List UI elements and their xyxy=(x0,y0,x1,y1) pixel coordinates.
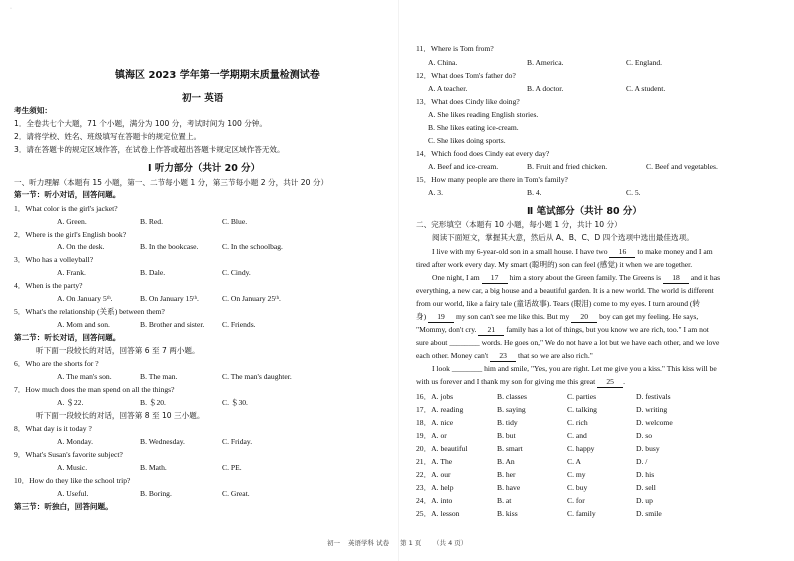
option-a: A. Useful. xyxy=(57,489,89,498)
question-stem: 6．Who are the shorts for ? xyxy=(14,359,99,368)
cloze-option-b: B. her xyxy=(497,470,516,479)
passage-line: I look ________ him and smile, "Yes, you are right. Let me give you a kiss." This kiss will be xyxy=(432,364,717,373)
option-b: B. Red. xyxy=(140,217,163,226)
option-c: C. Blue. xyxy=(222,217,248,226)
cloze-option-b: B. classes xyxy=(497,392,527,401)
option-b: B. Fruit and fried chicken. xyxy=(527,162,608,171)
cloze-option-c: C. for xyxy=(567,496,585,505)
option-a: A. Frank. xyxy=(57,268,86,277)
passage-line: 身) 19 my son can't see me like this. But my 20 boy can get my feeling. He says, xyxy=(416,312,699,321)
blank-20: 20 xyxy=(571,312,597,323)
cloze-option-a: 17．A. reading xyxy=(416,405,464,414)
passage-line: sure about ________ words. He goes on," We do not have a lot but we have each other, and we love xyxy=(416,338,720,347)
cloze-option-a: 16．A. jobs xyxy=(416,392,454,401)
cloze-option-a: 22．A. our xyxy=(416,470,451,479)
question-stem: 13．What does Cindy like doing? xyxy=(416,97,520,106)
option-b: B. Math. xyxy=(140,463,167,472)
cloze-option-c: C. parties xyxy=(567,392,597,401)
part-instructions: 一、听力理解（本题有 15 小题，第一、二节每小题 1 分，第三节每小题 2 分，共计 20 分） xyxy=(14,178,329,187)
question-stem: 12．What does Tom's father do? xyxy=(416,71,516,80)
option-c: C. PE. xyxy=(222,463,242,472)
option-a: A. Beef and ice-cream. xyxy=(428,162,499,171)
cloze-option-d: D. smile xyxy=(636,509,662,518)
cloze-option-b: B. saying xyxy=(497,405,526,414)
notice-item: 1．全卷共七个大题，71 个小题，满分为 100 分，考试时间为 100 分钟。 xyxy=(14,119,267,128)
cloze-option-b: B. An xyxy=(497,457,515,466)
option-a: A. She likes reading English stories. xyxy=(428,110,539,119)
footer-grade: 初一 xyxy=(327,539,340,547)
question-stem: 8．What day is it today ? xyxy=(14,424,92,433)
option-b: B. Brother and sister. xyxy=(140,320,205,329)
passage-line: each other. Money can't 23 that so we are also rich." xyxy=(416,351,593,360)
passage-line: One night, I am 17 him a story about the Green family. The Greens is 18 and it has xyxy=(432,273,721,282)
page-fold-divider xyxy=(398,0,399,561)
blank-18: 18 xyxy=(663,273,689,284)
blank-17: 17 xyxy=(482,273,508,284)
blank-23: 23 xyxy=(490,351,516,362)
section-writing-title: Ⅱ 笔试部分（共计 80 分） xyxy=(527,206,642,217)
cloze-option-b: B. have xyxy=(497,483,521,492)
footer-page-number: 第 1 页 xyxy=(400,539,422,547)
option-b: B. A doctor. xyxy=(527,84,564,93)
cloze-option-c: C. talking xyxy=(567,405,597,414)
question-stem: 10．How do they like the school trip? xyxy=(14,476,131,485)
subsection-heading: 第一节：听小对话，回答问题。 xyxy=(14,190,121,199)
blank-24: ________ xyxy=(451,364,483,373)
question-stem: 14．Which food does Cindy eat every day? xyxy=(416,149,550,158)
question-stem: 1．What color is the girl's jacket? xyxy=(14,204,118,213)
passage-line: with us forever and I thank my son for giving me this great 25 . xyxy=(416,377,626,386)
cloze-option-d: D. busy xyxy=(636,444,660,453)
option-b: B. Boring. xyxy=(140,489,172,498)
option-b: B. She likes eating ice-cream. xyxy=(428,123,519,132)
cloze-option-d: D. welcome xyxy=(636,418,673,427)
cloze-instruction: 阅读下面短文，掌握其大意，然后从 A、B、C、D 四个选项中选出最佳选项。 xyxy=(432,233,694,242)
question-stem: 7．How much does the man spend on all the things? xyxy=(14,385,175,394)
blank-19: 19 xyxy=(428,312,454,323)
option-c: C. Friday. xyxy=(222,437,253,446)
cloze-option-c: C. A xyxy=(567,457,581,466)
option-c: C. Great. xyxy=(222,489,250,498)
question-stem: 15．How many people are there in Tom's family? xyxy=(416,175,568,184)
cloze-option-a: 20．A. beautiful xyxy=(416,444,468,453)
option-c: C. A student. xyxy=(626,84,666,93)
part-instructions: 二、完形填空（本题有 10 小题，每小题 1 分，共计 10 分） xyxy=(416,220,622,229)
cloze-option-d: D. his xyxy=(636,470,655,479)
option-b: B. ＄20. xyxy=(140,398,166,407)
listening-intro: 听下面一段较长的对话，回答第 6 至 7 两小题。 xyxy=(36,346,200,355)
option-c: C. Cindy. xyxy=(222,268,251,277)
cloze-option-c: C. my xyxy=(567,470,586,479)
blank-21: 21 xyxy=(478,325,504,336)
option-a: A. Mom and son. xyxy=(57,320,110,329)
subsection-heading: 第三节：听独白，回答问题。 xyxy=(14,502,113,511)
option-a: A. ＄22. xyxy=(57,398,84,407)
option-a: A. A teacher. xyxy=(428,84,468,93)
cloze-option-a: 18．A. nice xyxy=(416,418,454,427)
option-a: A. China. xyxy=(428,58,458,67)
option-c: C. She likes doing sports. xyxy=(428,136,506,145)
cloze-option-c: C. buy xyxy=(567,483,588,492)
footer-subject: 英语学科 试卷 xyxy=(348,539,390,547)
passage-line: I live with my 6-year-old son in a small house. I have two 16 to make money and I am xyxy=(432,247,713,256)
footer-page-total: （共 4 页） xyxy=(433,539,468,547)
page-subtitle: 初一 英语 xyxy=(182,93,224,104)
option-a: A. Green. xyxy=(57,217,87,226)
question-stem: 5．What's the relationship (关系) between them? xyxy=(14,307,165,316)
option-b: B. On January 15ᵗʰ. xyxy=(140,294,199,303)
section-listening-title: Ⅰ 听力部分（共计 20 分） xyxy=(148,163,261,174)
cloze-option-b: B. kiss xyxy=(497,509,518,518)
option-b: B. The man. xyxy=(140,372,178,381)
option-a: A. Monday. xyxy=(57,437,93,446)
cloze-option-a: 21．A. The xyxy=(416,457,453,466)
page-title: 镇海区 2023 学年第一学期期末质量检测试卷 xyxy=(115,70,320,81)
option-a: A. 3. xyxy=(428,188,443,197)
question-stem: 2．Where is the girl's English book? xyxy=(14,230,127,239)
option-a: A. On January 5ᵗʰ. xyxy=(57,294,113,303)
option-a: A. The man's son. xyxy=(57,372,112,381)
cloze-option-d: D. / xyxy=(636,457,648,466)
cloze-option-b: B. at xyxy=(497,496,512,505)
option-b: B. America. xyxy=(527,58,564,67)
cloze-option-a: 24．A. into xyxy=(416,496,453,505)
notice-item: 2．请将学校、姓名、班级填写在答题卡的规定位置上。 xyxy=(14,132,202,141)
option-c: C. England. xyxy=(626,58,663,67)
cloze-option-c: C. family xyxy=(567,509,596,518)
cloze-option-c: C. happy xyxy=(567,444,595,453)
passage-line: from our world, like a fairy tale (童话故事). Tears (眼泪) come to my eyes. I turn around (转 xyxy=(416,299,701,308)
option-c: C. 5. xyxy=(626,188,641,197)
passage-line: everything, a new car, a big house and a beautiful garden. It is a new world. The world is different xyxy=(416,286,714,295)
cloze-option-c: C. and xyxy=(567,431,587,440)
cloze-option-b: B. tidy xyxy=(497,418,518,427)
option-c: C. Friends. xyxy=(222,320,256,329)
option-c: C. On January 25ᵗʰ. xyxy=(222,294,281,303)
passage-line: "Mommy, don't cry. 21 family has a lot of things, but you know we are rich, too." I am not xyxy=(416,325,709,334)
option-a: A. On the desk. xyxy=(57,242,105,251)
option-b: B. Wednesday. xyxy=(140,437,185,446)
option-c: C. The man's daughter. xyxy=(222,372,292,381)
cloze-option-b: B. smart xyxy=(497,444,523,453)
cloze-option-a: 23．A. help xyxy=(416,483,454,492)
option-c: C. ＄30. xyxy=(222,398,248,407)
blank-22: ________ xyxy=(449,338,480,347)
notice-item: 3．请在答题卡的规定区域作答，在试卷上作答或超出答题卡规定区域作答无效。 xyxy=(14,145,285,154)
cloze-option-b: B. but xyxy=(497,431,516,440)
option-b: B. In the bookcase. xyxy=(140,242,199,251)
question-stem: 11．Where is Tom from? xyxy=(416,44,494,53)
listening-intro: 听下面一段较长的对话，回答第 8 至 10 三小题。 xyxy=(36,411,205,420)
passage-line: tired after work every day. My smart (聪明的) son can feel (感觉) it when we are together. xyxy=(416,260,693,269)
option-a: A. Music. xyxy=(57,463,88,472)
option-b: B. 4. xyxy=(527,188,542,197)
cloze-option-d: D. writing xyxy=(636,405,668,414)
cloze-option-d: D. festivals xyxy=(636,392,671,401)
subsection-heading: 第二节：听长对话，回答问题。 xyxy=(14,333,121,342)
option-c: C. Beef and vegetables. xyxy=(646,162,718,171)
blank-25: 25 xyxy=(597,377,623,388)
cloze-option-a: 19．A. or xyxy=(416,431,447,440)
cloze-option-c: C. rich xyxy=(567,418,588,427)
corner-mark: · xyxy=(10,6,12,12)
option-c: C. In the schoolbag. xyxy=(222,242,283,251)
question-stem: 4．When is the party? xyxy=(14,281,83,290)
cloze-option-d: D. so xyxy=(636,431,653,440)
cloze-option-d: D. sell xyxy=(636,483,656,492)
question-stem: 9．What's Susan's favorite subject? xyxy=(14,450,123,459)
notice-heading: 考生须知： xyxy=(14,106,52,115)
cloze-option-a: 25．A. lesson xyxy=(416,509,460,518)
blank-16: 16 xyxy=(609,247,635,258)
option-b: B. Dale. xyxy=(140,268,166,277)
cloze-option-d: D. up xyxy=(636,496,653,505)
question-stem: 3．Who has a volleyball? xyxy=(14,255,94,264)
